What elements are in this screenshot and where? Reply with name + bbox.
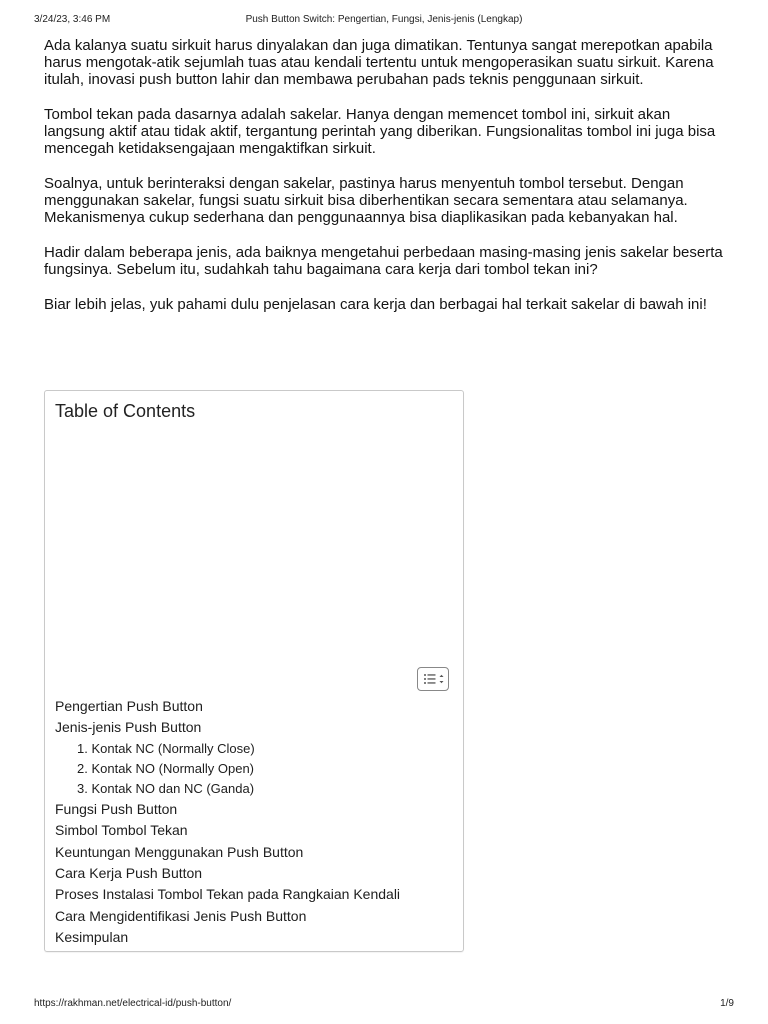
toc-toggle-button[interactable] <box>417 667 449 691</box>
print-page-title: Push Button Switch: Pengertian, Fungsi, Jenis-jenis (Lengkap) <box>245 14 523 25</box>
article-paragraph-2: Tombol tekan pada dasarnya adalah sakelar. Hanya dengan memencet tombol ini, sirkuit akan langsung aktif atau tidak aktif, tergantung perintah yang diberikan. Fungsionalitas tombol ini juga bisa mencegah ketidaksengajaan mengaktifkan sirkuit. <box>44 106 716 157</box>
toc-item-simbol[interactable]: Simbol Tombol Tekan <box>55 822 188 839</box>
table-of-contents <box>44 390 464 952</box>
toc-item-jenis-jenis[interactable]: Jenis-jenis Push Button <box>55 719 202 736</box>
page-number: 1/9 <box>720 998 734 1009</box>
article-body <box>44 37 724 331</box>
toc-item-cara-kerja[interactable]: Cara Kerja Push Button <box>55 865 203 882</box>
toc-list <box>55 696 455 949</box>
toc-item-kontak-ganda[interactable]: 3. Kontak NO dan NC (Ganda) <box>77 780 255 796</box>
toc-item-proses-instalasi[interactable]: Proses Instalasi Tombol Tekan pada Rangkaian Kendali <box>55 886 401 903</box>
toc-item-kontak-nc[interactable]: 1. Kontak NC (Normally Close) <box>77 740 255 756</box>
article-paragraph-3: Soalnya, untuk berinteraksi dengan sakelar, pastinya harus menyentuh tombol tersebut. Dengan menggunakan sakelar, fungsi suatu sirkuit bisa diberhentikan secara sementara atau selamanya. Mekanismenya cukup sederhana dan penggunaannya bisa diaplikasikan pada kebanyakan hal. <box>44 175 688 226</box>
toc-title: Table of Contents <box>55 401 196 421</box>
toc-item-pengertian[interactable]: Pengertian Push Button <box>55 698 203 714</box>
toc-item-cara-mengidentifikasi[interactable]: Cara Mengidentifikasi Jenis Push Button <box>55 907 307 924</box>
print-footer <box>34 998 734 1012</box>
article-paragraph-5: Biar lebih jelas, yuk pahami dulu penjelasan cara kerja dan berbagai hal terkait sakelar di bawah ini! <box>44 296 707 313</box>
toc-item-kontak-no[interactable]: 2. Kontak NO (Normally Open) <box>77 760 255 776</box>
toc-item-fungsi[interactable]: Fungsi Push Button <box>55 800 178 817</box>
toc-item-kesimpulan[interactable]: Kesimpulan <box>55 929 129 946</box>
print-datetime: 3/24/23, 3:46 PM <box>34 14 111 25</box>
print-header <box>34 14 734 28</box>
toc-item-keuntungan[interactable]: Keuntungan Menggunakan Push Button <box>55 843 304 860</box>
list-toggle-icon <box>423 673 445 685</box>
article-paragraph-1: Ada kalanya suatu sirkuit harus dinyalakan dan juga dimatikan. Tentunya sangat merepotkan apabila harus mengotak-atik sejumlah tuas atau kendali tertentu untuk mengoperasikan suatu sirkuit. Karena itulah, inovasi push button lahir dan membawa perubahan pads teknis penggunaan sirkuit. <box>44 37 714 88</box>
page-url: https://rakhman.net/electrical-id/push-button/ <box>34 998 232 1009</box>
article-paragraph-4: Hadir dalam beberapa jenis, ada baiknya mengetahui perbedaan masing-masing jenis sakelar beserta fungsinya. Sebelum itu, sudahkah tahu bagaimana cara kerja dari tombol tekan ini? <box>44 244 723 278</box>
